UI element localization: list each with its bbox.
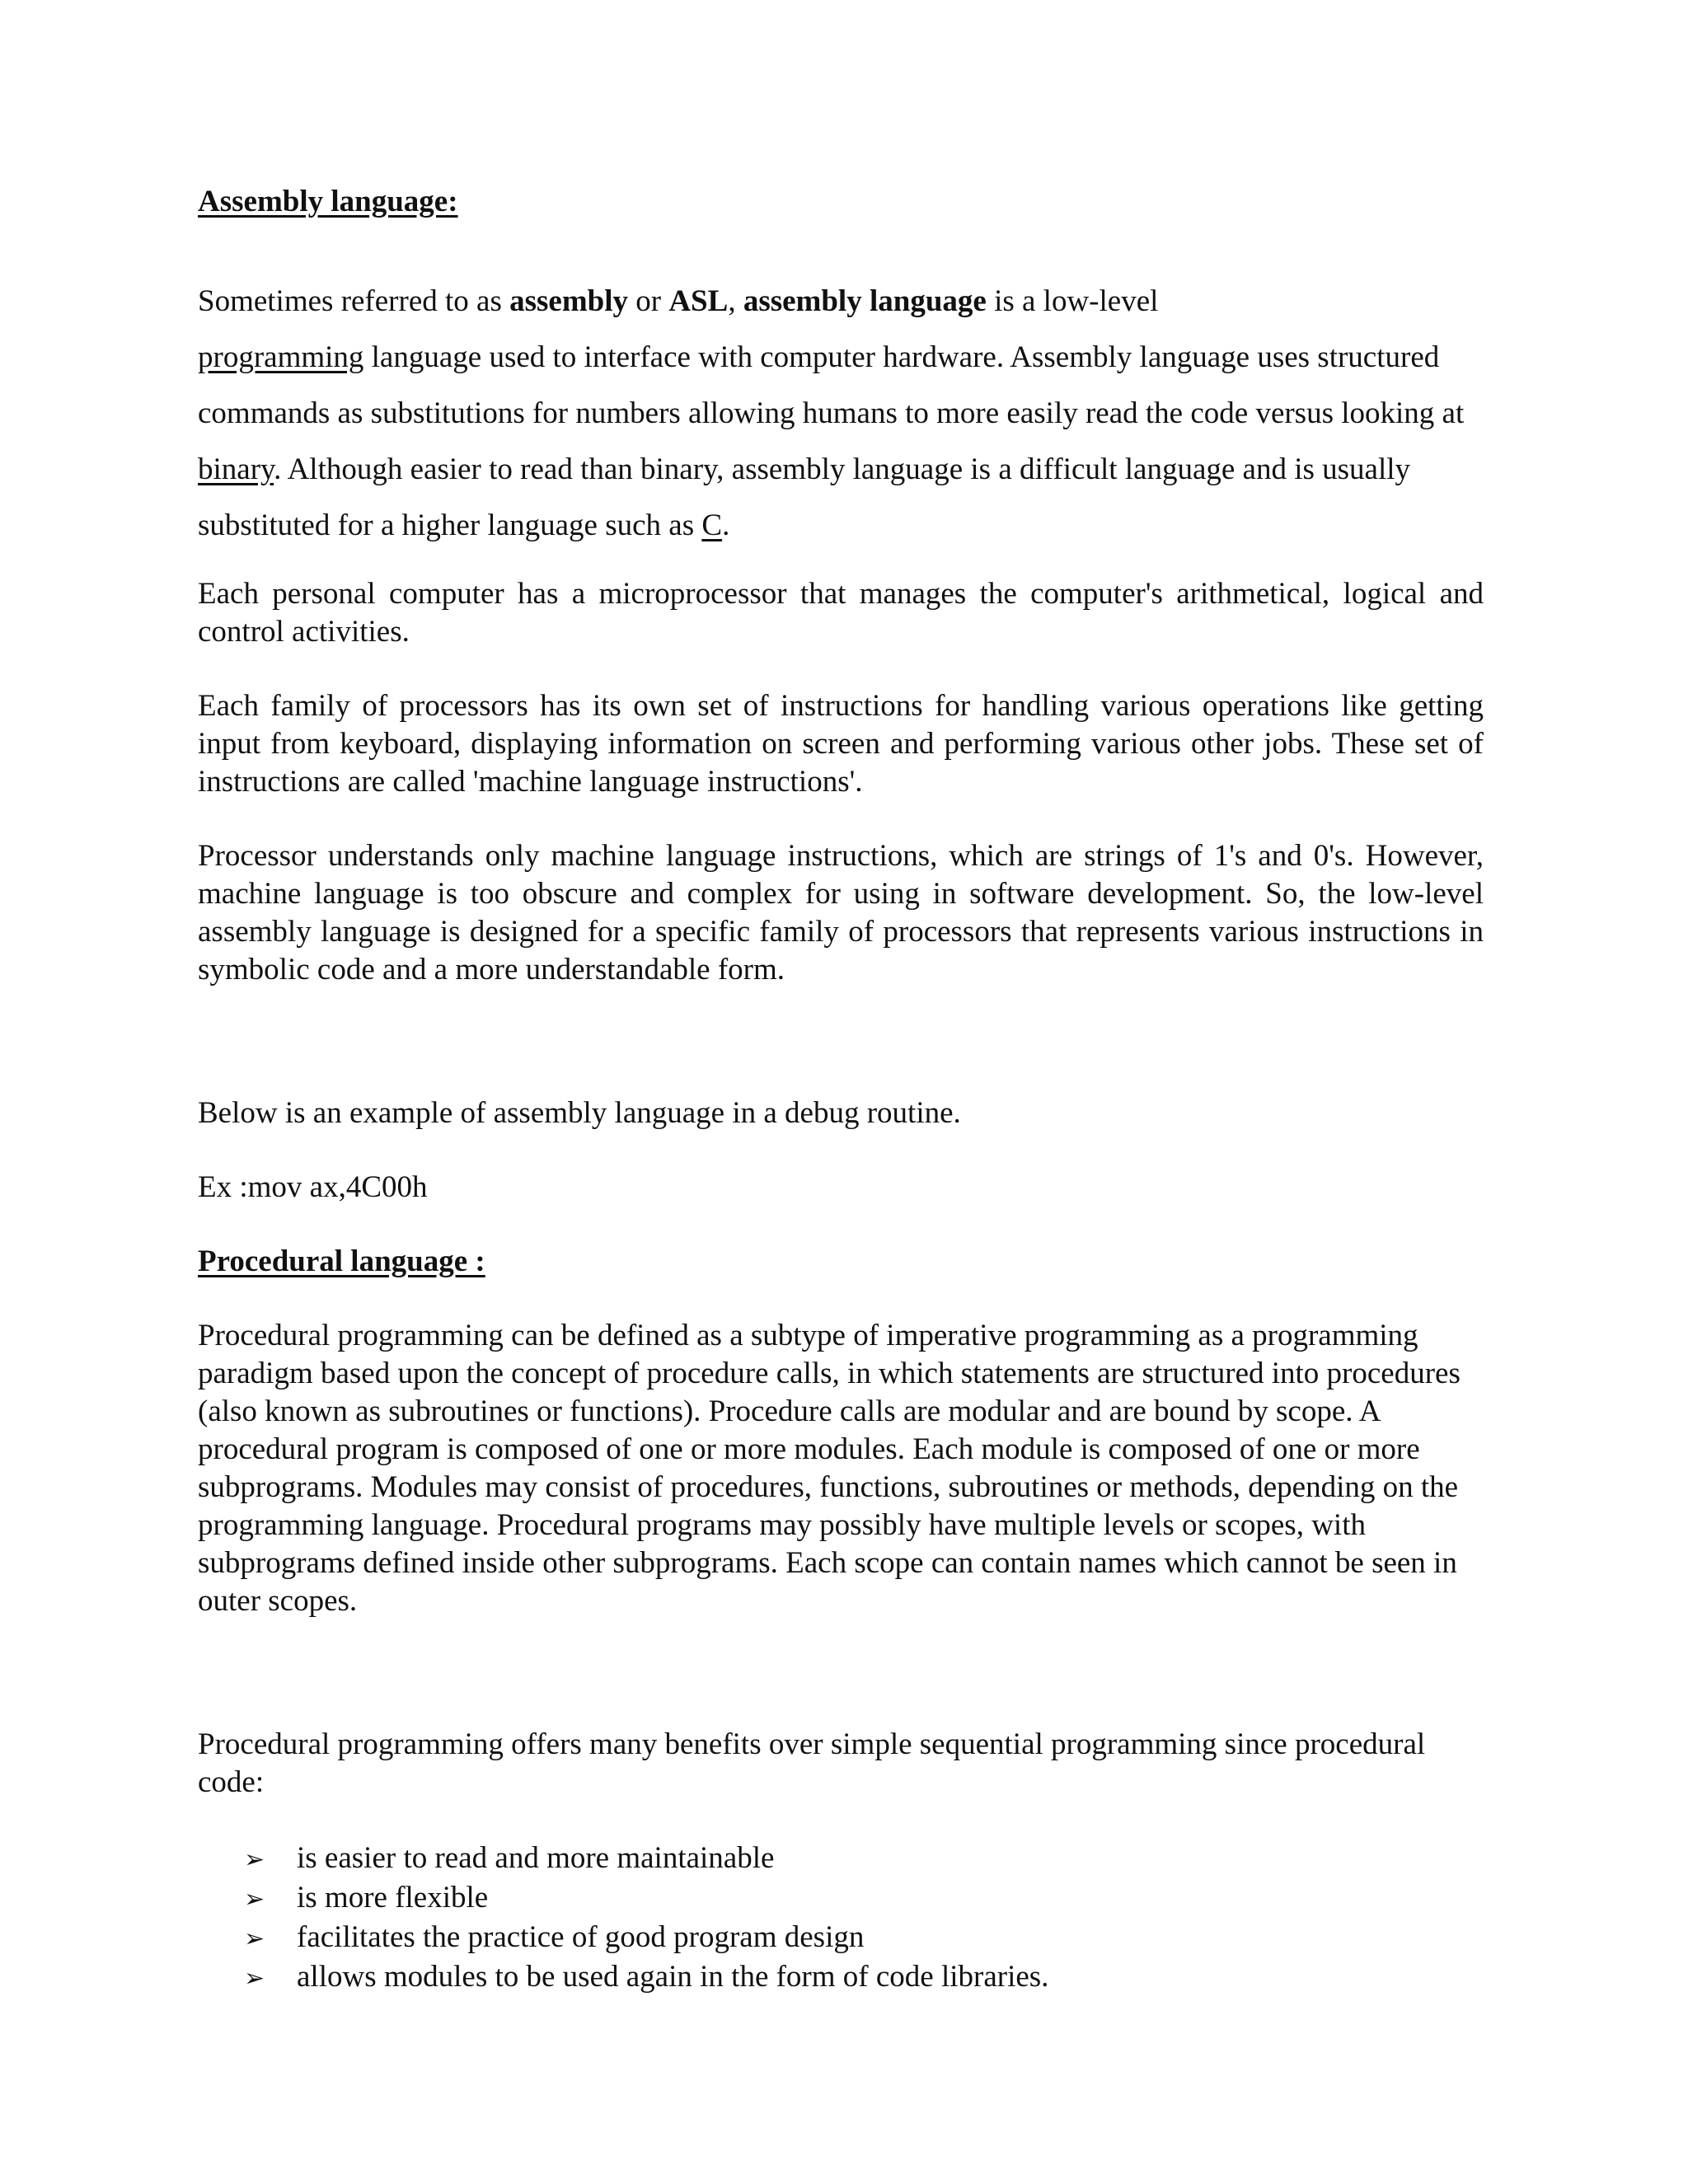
intro-text-4: is a low-level — [986, 284, 1159, 318]
arrow-bullet-icon: ➢ — [244, 1885, 265, 1914]
benefits-list — [198, 1840, 1484, 1998]
list-item-text: allows modules to be used again in the form of code libraries. — [297, 1960, 1049, 1994]
intro-text-5: language used to interface with computer hardware. Assembly language uses structured commands as substitutions for numbers allowing humans to more easily read the code versus looking at — [198, 340, 1465, 430]
example-code: Ex :mov ax,4C00h — [198, 1170, 428, 1204]
assembly-intro-paragraph — [198, 274, 1484, 554]
list-item — [244, 1919, 1484, 1958]
link-binary[interactable]: binary — [198, 452, 274, 486]
procedural-definition-paragraph: Procedural programming can be defined as a subtype of imperative programming as a programming paradigm based upon the concept of procedure calls, in which statements are structured into procedures (also known as subroutines or functions). Procedure calls are modular and are bound by scope. A procedural program is composed of one or more modules. Each module is composed of one or more subprograms. Modules may consist of procedures, functions, subroutines or methods, depending on the programming language. Procedural programs may possibly have multiple levels or scopes, with subprograms defined inside other subprograms. Each scope can contain names which cannot be seen in outer scopes. — [198, 1319, 1461, 1618]
list-item-text: facilitates the practice of good program design — [297, 1920, 865, 1954]
list-item — [244, 1840, 1484, 1879]
list-item-text: is more flexible — [297, 1881, 489, 1915]
assembly-heading: Assembly language: — [198, 185, 458, 218]
intro-text-3: , — [728, 284, 743, 318]
list-item-text: is easier to read and more maintainable — [297, 1841, 775, 1875]
procedural-heading: Procedural language : — [198, 1244, 485, 1278]
microprocessor-paragraph: Each personal computer has a microprocessor that manages the computer's arithmetical, logical and control activities. — [198, 577, 1484, 649]
arrow-bullet-icon: ➢ — [244, 1964, 265, 1993]
term-assembly: assembly — [509, 284, 628, 318]
document-content — [198, 183, 1484, 1998]
arrow-bullet-icon: ➢ — [244, 1845, 265, 1874]
example-intro: Below is an example of assembly language in a debug routine. — [198, 1096, 961, 1130]
arrow-bullet-icon: ➢ — [244, 1924, 265, 1953]
link-programming[interactable]: programming — [198, 340, 364, 374]
intro-text-7: . — [722, 509, 730, 542]
list-item — [244, 1879, 1484, 1919]
intro-text-2: or — [628, 284, 669, 318]
list-item — [244, 1958, 1484, 1998]
intro-text-1: Sometimes referred to as — [198, 284, 510, 318]
intro-text-6: . Although easier to read than binary, assembly language is a difficult language and is usually substituted for a higher language such as — [198, 452, 1411, 542]
link-c[interactable]: C — [701, 509, 723, 542]
term-asl: ASL — [668, 284, 729, 318]
procedural-benefits-paragraph: Procedural programming offers many benefits over simple sequential programming since procedural code: — [198, 1727, 1426, 1799]
processor-family-paragraph: Each family of processors has its own set of instructions for handling various operations like getting input from keyboard, displaying information on screen and performing various other jobs. These set of instructions are called 'machine language instructions'. — [198, 689, 1484, 799]
machine-language-paragraph: Processor understands only machine language instructions, which are strings of 1's and 0's. However, machine language is too obscure and complex for using in software development. So, the low-level assembly language is designed for a specific family of processors that represents various instructions in symbolic code and a more understandable form. — [198, 839, 1484, 987]
term-assembly-language: assembly language — [743, 284, 987, 318]
